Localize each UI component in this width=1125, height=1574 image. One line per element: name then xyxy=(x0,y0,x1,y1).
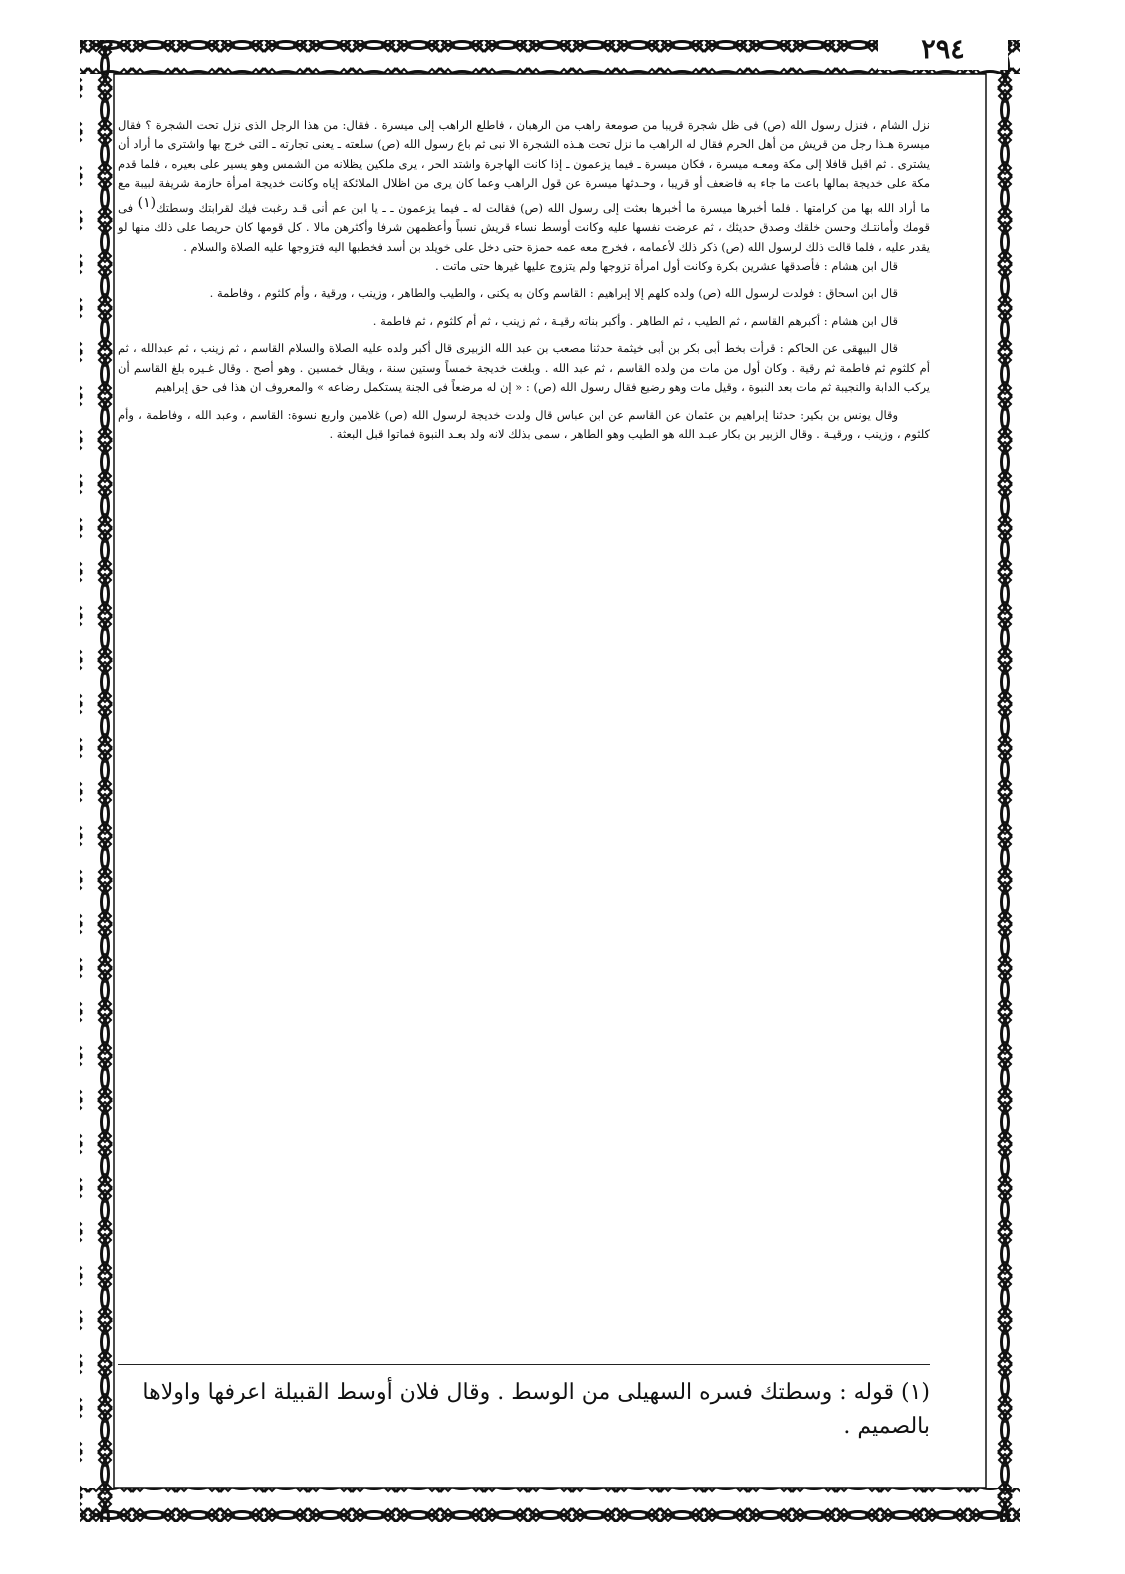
paragraph-1-text: نزل الشام ، فنزل رسول الله (ص) فى ظل شجرة قريبا من صومعة راهب من الرهبان ، فاطلع الراهب إلى ميسرة . فقال: من هذا الرجل الذى نزل تحت الشجرة ؟ فقال ميسرة هـذا رجل من قريش من أهل الحرم فقال له الراهب ما نزل تحت هـذه الشجرة الا نبى ثم باع رسول الله (ص) سلعته ـ يعنى تجارته ـ التى خرج بها واشترى ما أراد أن يشترى . ثم اقبل قافلا إلى مكة ومعـه ميسرة ، فكان ميسرة ـ فيما يزعمون ـ إذا كانت الهاجرة واشتد الحر ، يرى ملكين يظلانه من الشمس وهو يسير على بعيره ، فلما قدم مكة على خديجة بمالها باعت ما جاء به فاضعف أو قريبا ، وحـدثها ميسرة عن قول الراهب وعما كان يرى من اظلال الملائكة إياه وكانت خديجة امرأة حازمة شريفة لبيبة مع ما أراد الله بها من كرامتها . فلما أخبرها ميسرة ما أخبرها بعثت إلى رسول الله (ص) فقالت له ـ فيما يزعمون ـ ـ يا ابن عم أنى قـد رغبت فيك لقرابتك وسطتك xyxy=(118,118,930,215)
paragraph-4: قال ابن هشام : أكبرهم القاسم ، ثم الطيب ، ثم الطاهر . وأكبر بناته رقيـة ، ثم زينب ، ثم أم كلثوم ، ثم فاطمة . xyxy=(372,313,898,328)
paragraph-5: قال البيهقى عن الحاكم : قرأت بخط أبى بكر بن أبى خيثمة حدثنا مصعب بن عبد الله الزبيرى قال أكبر ولده عليه الصلاة والسلام القاسم ، ثم زينب ، ثم عبدالله ، ثم أم كلثوم ثم فاطمة ثم رقية . وكان أول من مات من ولده القاسم ، ثم عبد الله . وبلغت خديجة خمساً وستين سنة ، ويقال خمسين . وهو أصح . وقال غـيره بلغ القاسم أن يركب الدابة والنجيبة ثم مات بعد النبوة ، وقيل مات وهو رضيع فقال رسول الله (ص) : « إن له مرضعاً فى الجنة يستكمل رضاعه » والمعروف ان هذا فى حق إبراهيم xyxy=(118,341,930,395)
footnote-marker: (١) xyxy=(137,194,157,211)
paragraph-3: قال ابن اسحاق : فولدت لرسول الله (ص) ولده كلهم إلا إبراهيم : القاسم وكان به يكنى ، والطيب والطاهر ، وزينب ، ورقية ، وأم كلثوم ، وفاطمة . xyxy=(209,286,898,301)
footnote: (١) قوله : وسطتك فسره السهيلى من الوسط . وقال فلان أوسط القبيلة اعرفها واولاها بالصميم . xyxy=(142,1380,930,1439)
paragraph-2: قال ابن هشام : فأصدقها عشرين بكرة وكانت أول امرأة تزوجها ولم يتزوج عليها غيرها حتى ماتت . xyxy=(434,259,898,273)
paragraph-1-text-cont: فى قومك وأمانتـك وحسن خلقك وصدق حديثك ، ثم عرضت نفسها عليه وكانت أوسط نساء قريش نسباً وأعظمهن شرفا وأكثرهن مالا . كل قومها كان حريصا على ذلك منها لو يقدر عليه ، فلما قالت ذلك لرسول الله (ص) ذكر ذلك لأعمامه ، فخرج معه عمه حمزة حتى دخل على خويلد بن أسد فخطبها اليه فتزوجها عليه الصلاة والسلام . xyxy=(118,200,930,254)
paragraph-1 xyxy=(118,116,930,257)
footnote-divider xyxy=(118,1364,930,1365)
paragraph-6: وقال يونس بن بكير: حدثنا إبراهيم بن عثمان عن القاسم عن ابن عباس قال ولدت خديجة لرسول الله (ص) غلامين واربع نسوة: القاسم ، وعبد الله ، وفاطمة ، وأم كلثوم ، وزينب ، ورقيـة . وقال الزبير بن بكار عبـد الله هو الطيب وهو الطاهر ، سمى بذلك لانه ولد بعـد النبوة فماتوا قبل البعثة . xyxy=(118,407,930,442)
text-body xyxy=(118,116,930,1471)
page-number: ٢٩٤ xyxy=(878,30,1008,70)
